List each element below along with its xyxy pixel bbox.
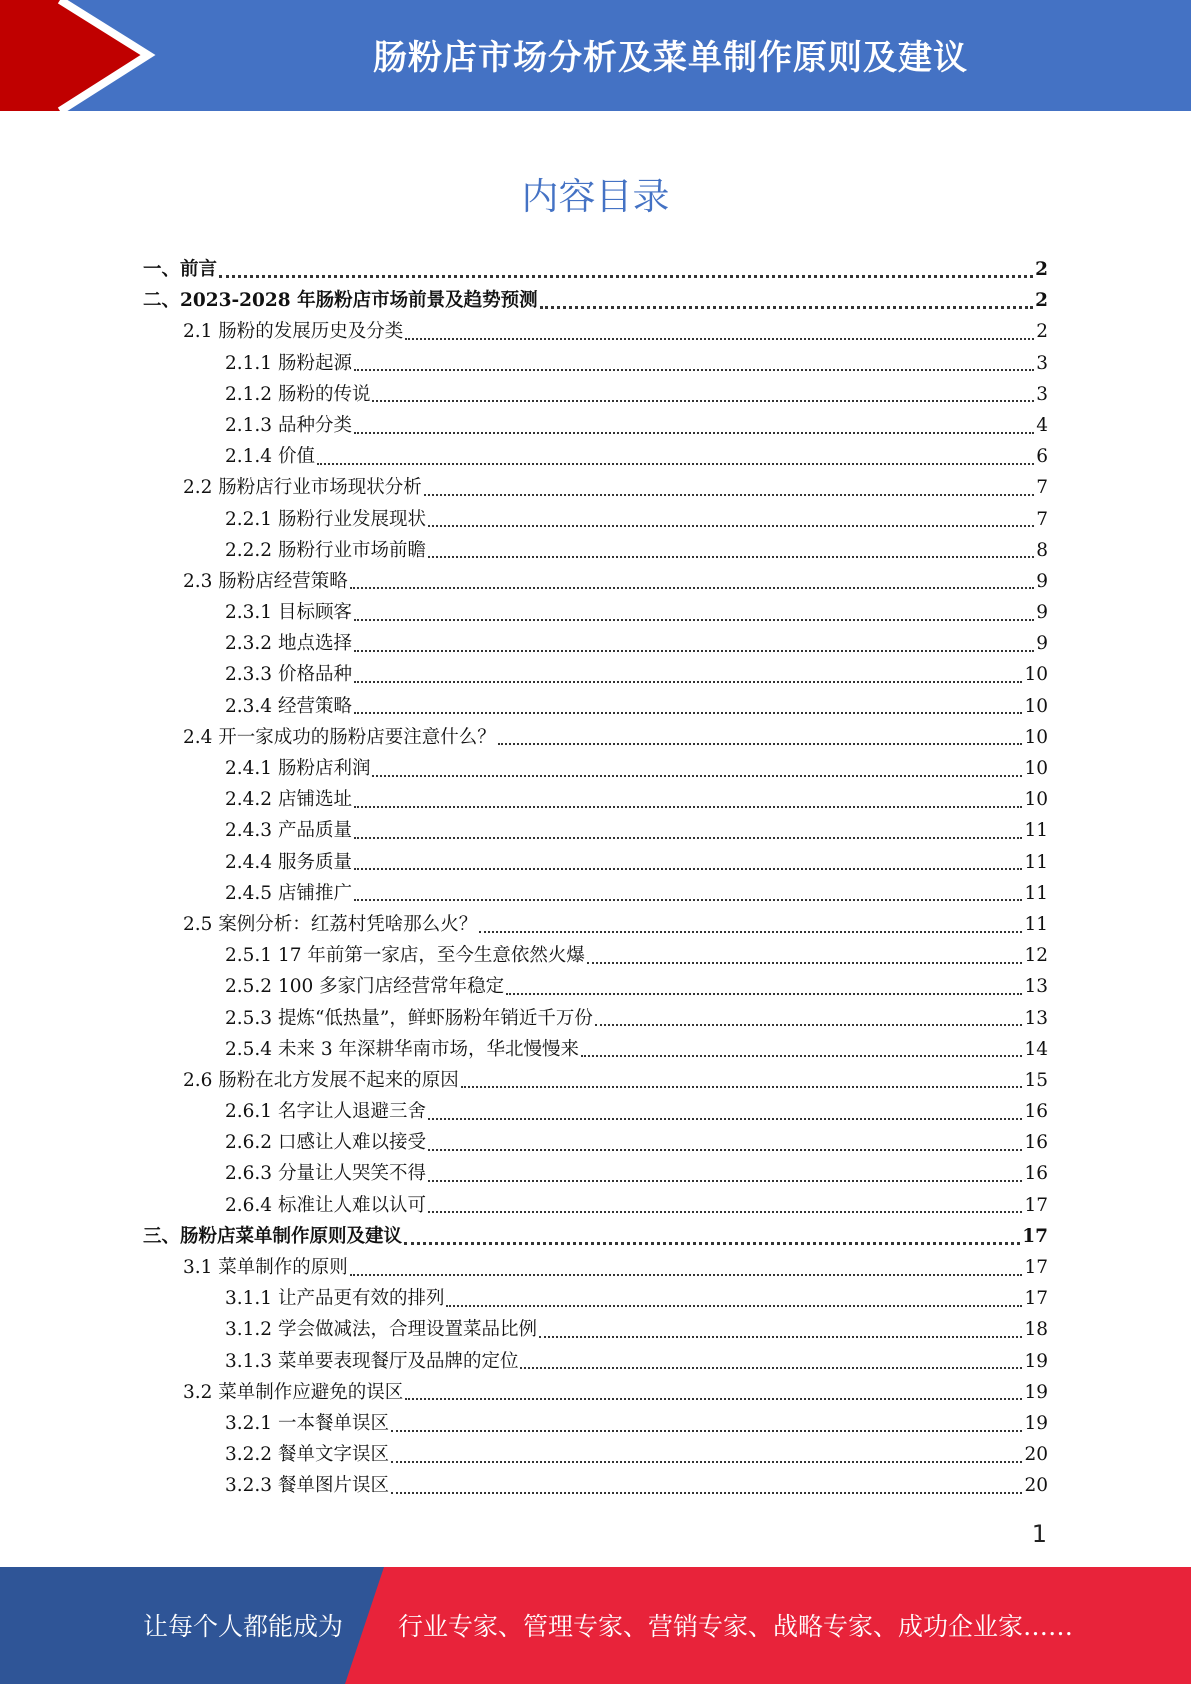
toc-entry[interactable] (143, 566, 1048, 597)
toc-dot-leader (354, 650, 1034, 652)
toc-entry[interactable] (143, 379, 1048, 410)
toc-entry-page: 2 (1036, 321, 1048, 343)
toc-dot-leader (581, 1055, 1022, 1057)
toc-entry-title: 2.3.2 地点选择 (225, 633, 352, 655)
toc-dot-leader (354, 868, 1023, 870)
toc-dot-leader (428, 1211, 1022, 1213)
toc-dot-leader (506, 993, 1022, 995)
toc-entry-title: 一、前言 (143, 259, 218, 280)
toc-dot-leader (540, 306, 1034, 309)
toc-entry[interactable] (143, 909, 1048, 940)
toc-dot-leader (354, 899, 1023, 901)
toc-dot-leader (479, 931, 1022, 933)
toc-entry[interactable] (143, 878, 1048, 909)
toc-dot-leader (498, 743, 1023, 745)
toc-entry-title: 3.1.3 菜单要表现餐厅及品牌的定位 (225, 1350, 519, 1372)
toc-entry[interactable] (143, 753, 1048, 784)
toc-dot-leader (405, 338, 1034, 340)
toc-entry[interactable] (143, 847, 1048, 878)
toc-entry[interactable] (143, 316, 1048, 347)
toc-dot-leader (354, 837, 1023, 839)
toc-dot-leader (350, 587, 1034, 589)
toc-entry-title: 2.6.1 名字让人退避三舍 (225, 1101, 426, 1123)
toc-entry-page: 20 (1024, 1475, 1048, 1497)
toc-dot-leader (428, 556, 1034, 558)
toc-entry[interactable] (143, 504, 1048, 535)
toc-entry[interactable] (143, 535, 1048, 566)
toc-entry-title: 2.5.4 未来 3 年深耕华南市场，华北慢慢来 (225, 1038, 579, 1060)
toc-dot-leader (354, 619, 1034, 621)
toc-entry-page: 17 (1024, 1257, 1048, 1278)
toc-entry-title: 三、肠粉店菜单制作原则及建议 (143, 1225, 403, 1247)
toc-entry-page: 19 (1024, 1381, 1048, 1403)
toc-entry[interactable] (143, 348, 1048, 379)
toc-entry[interactable] (143, 441, 1048, 472)
toc-entry-page: 10 (1024, 664, 1048, 686)
toc-entry-page: 11 (1024, 851, 1048, 873)
table-of-contents (143, 254, 1048, 1502)
toc-entry-title: 3.2.1 一本餐单误区 (225, 1412, 389, 1434)
toc-entry-page: 2 (1035, 290, 1048, 312)
toc-entry[interactable] (143, 628, 1048, 659)
toc-entry[interactable] (143, 254, 1048, 285)
toc-entry-title: 3.1 菜单制作的原则 (183, 1257, 348, 1278)
toc-entry-page: 11 (1024, 913, 1048, 935)
footer-banner (0, 1567, 1191, 1684)
toc-entry-title: 2.4.5 店铺推广 (225, 882, 352, 904)
header-red-arrow (0, 0, 148, 111)
toc-dot-leader (354, 369, 1034, 371)
toc-entry-title: 2.4.4 服务质量 (225, 851, 352, 873)
toc-entry-title: 2.1 肠粉的发展历史及分类 (183, 321, 404, 343)
toc-dot-leader (520, 1367, 1022, 1369)
toc-entry-title: 2.4.1 肠粉店利润 (225, 758, 371, 779)
toc-dot-leader (405, 1398, 1022, 1400)
toc-entry[interactable] (143, 1439, 1048, 1470)
toc-dot-leader (317, 463, 1034, 465)
toc-entry[interactable] (143, 1221, 1048, 1252)
toc-dot-leader (350, 1274, 1023, 1276)
toc-entry-page: 19 (1024, 1412, 1048, 1434)
footer-slogan-left: 让每个人都能成为 (143, 1612, 344, 1641)
toc-entry-title: 2.6.4 标准让人难以认可 (225, 1194, 426, 1216)
toc-entry-page: 3 (1036, 352, 1048, 374)
toc-entry-title: 2.5.3 提炼“低热量”，鲜虾肠粉年销近千万份 (225, 1007, 593, 1029)
toc-entry-title: 2.3.1 目标顾客 (225, 602, 352, 624)
toc-entry-page: 13 (1024, 1007, 1048, 1029)
toc-entry[interactable] (143, 1190, 1048, 1221)
toc-entry-title: 2.2.2 肠粉行业市场前瞻 (225, 539, 426, 561)
toc-dot-leader (461, 1086, 1023, 1088)
toc-dot-leader (428, 1118, 1022, 1120)
toc-dot-leader (354, 681, 1023, 683)
toc-dot-leader (391, 1430, 1022, 1432)
toc-entry-title: 2.5 案例分析：红荔村凭啥那么火？ (183, 913, 478, 935)
toc-entry-title: 2.6 肠粉在北方发展不起来的原因 (183, 1069, 459, 1091)
toc-entry[interactable] (143, 1252, 1048, 1283)
toc-entry-title: 3.2.2 餐单文字误区 (225, 1444, 389, 1466)
toc-entry[interactable] (143, 1377, 1048, 1408)
toc-dot-leader (428, 525, 1034, 527)
toc-entry-page: 7 (1036, 477, 1048, 499)
toc-entry[interactable] (143, 1158, 1048, 1189)
toc-entry-page: 2 (1035, 259, 1048, 280)
toc-entry-page: 11 (1024, 820, 1048, 842)
toc-entry-title: 2.3.3 价格品种 (225, 664, 352, 686)
toc-entry-page: 20 (1024, 1444, 1048, 1466)
toc-entry-title: 3.2.3 餐单图片误区 (225, 1475, 389, 1497)
toc-entry-title: 2.3 肠粉店经营策略 (183, 570, 348, 592)
toc-entry-title: 2.5.1 17 年前第一家店，至今生意依然火爆 (225, 945, 585, 967)
toc-entry-page: 15 (1024, 1069, 1048, 1091)
toc-entry-title: 3.1.1 让产品更有效的排列 (225, 1288, 445, 1310)
toc-dot-leader (219, 275, 1033, 278)
toc-entry-title: 2.4.2 店铺选址 (225, 789, 352, 811)
toc-entry[interactable] (143, 472, 1048, 503)
toc-entry-page: 17 (1024, 1194, 1048, 1216)
toc-entry-page: 12 (1024, 945, 1048, 967)
toc-entry-page: 10 (1024, 695, 1048, 717)
toc-dot-leader (391, 1461, 1022, 1463)
toc-entry-title: 3.1.2 学会做减法，合理设置菜品比例 (225, 1319, 537, 1341)
toc-entry-page: 17 (1022, 1225, 1048, 1247)
toc-entry[interactable] (143, 1346, 1048, 1377)
toc-entry[interactable] (143, 1283, 1048, 1314)
toc-entry-title: 2.1.4 价值 (225, 446, 315, 468)
document-title: 肠粉店市场分析及菜单制作原则及建议 (373, 38, 968, 78)
toc-entry-page: 11 (1024, 882, 1048, 904)
toc-entry-page: 3 (1036, 383, 1048, 405)
toc-entry-page: 10 (1024, 789, 1048, 811)
toc-dot-leader (404, 1242, 1020, 1245)
toc-dot-leader (372, 400, 1034, 402)
toc-entry[interactable] (143, 1003, 1048, 1034)
toc-entry-title: 2.1.1 肠粉起源 (225, 352, 352, 374)
toc-entry[interactable] (143, 1470, 1048, 1501)
toc-entry-title: 2.4.3 产品质量 (225, 820, 352, 842)
toc-dot-leader (391, 1492, 1022, 1494)
toc-entry-title: 2.3.4 经营策略 (225, 695, 352, 717)
toc-entry[interactable] (143, 940, 1048, 971)
toc-entry[interactable] (143, 1314, 1048, 1345)
toc-entry-page: 19 (1024, 1350, 1048, 1372)
toc-dot-leader (428, 1149, 1022, 1151)
toc-entry-page: 17 (1024, 1288, 1048, 1310)
footer-slogan-right: 行业专家、管理专家、营销专家、战略专家、成功企业家…… (398, 1612, 1074, 1641)
toc-dot-leader (354, 432, 1034, 434)
toc-entry-title: 二、2023-2028 年肠粉店市场前景及趋势预测 (143, 290, 538, 312)
toc-entry-page: 4 (1036, 414, 1048, 436)
toc-entry-page: 9 (1036, 633, 1048, 655)
toc-entry[interactable] (143, 1096, 1048, 1127)
toc-entry-page: 16 (1024, 1101, 1048, 1123)
toc-entry[interactable] (143, 971, 1048, 1002)
toc-entry-title: 2.2 肠粉店行业市场现状分析 (183, 477, 422, 499)
toc-entry-title: 2.2.1 肠粉行业发展现状 (225, 508, 426, 530)
toc-dot-leader (424, 494, 1034, 496)
toc-entry-page: 9 (1036, 602, 1048, 624)
toc-dot-leader (595, 1024, 1023, 1026)
toc-entry[interactable] (143, 1127, 1048, 1158)
toc-entry-title: 2.1.2 肠粉的传说 (225, 383, 371, 405)
toc-entry[interactable] (143, 691, 1048, 722)
toc-entry[interactable] (143, 285, 1048, 316)
toc-heading: 内容目录 (521, 175, 670, 218)
toc-entry-page: 9 (1036, 570, 1048, 592)
toc-entry[interactable] (143, 815, 1048, 846)
toc-entry-page: 6 (1036, 446, 1048, 468)
toc-entry[interactable] (143, 597, 1048, 628)
toc-entry-page: 10 (1024, 726, 1048, 748)
toc-entry-page: 16 (1024, 1163, 1048, 1185)
page-number: 1 (1031, 1520, 1047, 1548)
toc-entry[interactable] (143, 722, 1048, 753)
toc-entry[interactable] (143, 1065, 1048, 1096)
toc-dot-leader (354, 806, 1023, 808)
toc-entry[interactable] (143, 1408, 1048, 1439)
toc-entry-title: 2.4 开一家成功的肠粉店要注意什么？ (183, 726, 496, 748)
toc-dot-leader (587, 962, 1023, 964)
toc-dot-leader (354, 712, 1023, 714)
toc-entry-title: 2.5.2 100 多家门店经营常年稳定 (225, 976, 505, 998)
toc-entry-title: 2.6.2 口感让人难以接受 (225, 1132, 426, 1154)
toc-dot-leader (446, 1305, 1022, 1307)
toc-entry[interactable] (143, 1034, 1048, 1065)
toc-entry-page: 18 (1024, 1319, 1048, 1341)
toc-entry[interactable] (143, 784, 1048, 815)
toc-dot-leader (428, 1180, 1022, 1182)
toc-entry-title: 2.6.3 分量让人哭笑不得 (225, 1163, 426, 1185)
toc-entry[interactable] (143, 410, 1048, 441)
toc-entry-title: 3.2 菜单制作应避免的误区 (183, 1381, 404, 1403)
toc-entry-page: 10 (1024, 758, 1048, 779)
toc-dot-leader (539, 1336, 1022, 1338)
toc-entry-page: 13 (1024, 976, 1048, 998)
toc-entry-page: 14 (1024, 1038, 1048, 1060)
toc-dot-leader (372, 775, 1022, 777)
toc-entry-page: 8 (1036, 539, 1048, 561)
toc-entry-page: 7 (1036, 508, 1048, 530)
header-banner (0, 0, 1191, 111)
toc-entry-title: 2.1.3 品种分类 (225, 414, 352, 436)
toc-entry-page: 16 (1024, 1132, 1048, 1154)
toc-entry[interactable] (143, 659, 1048, 690)
